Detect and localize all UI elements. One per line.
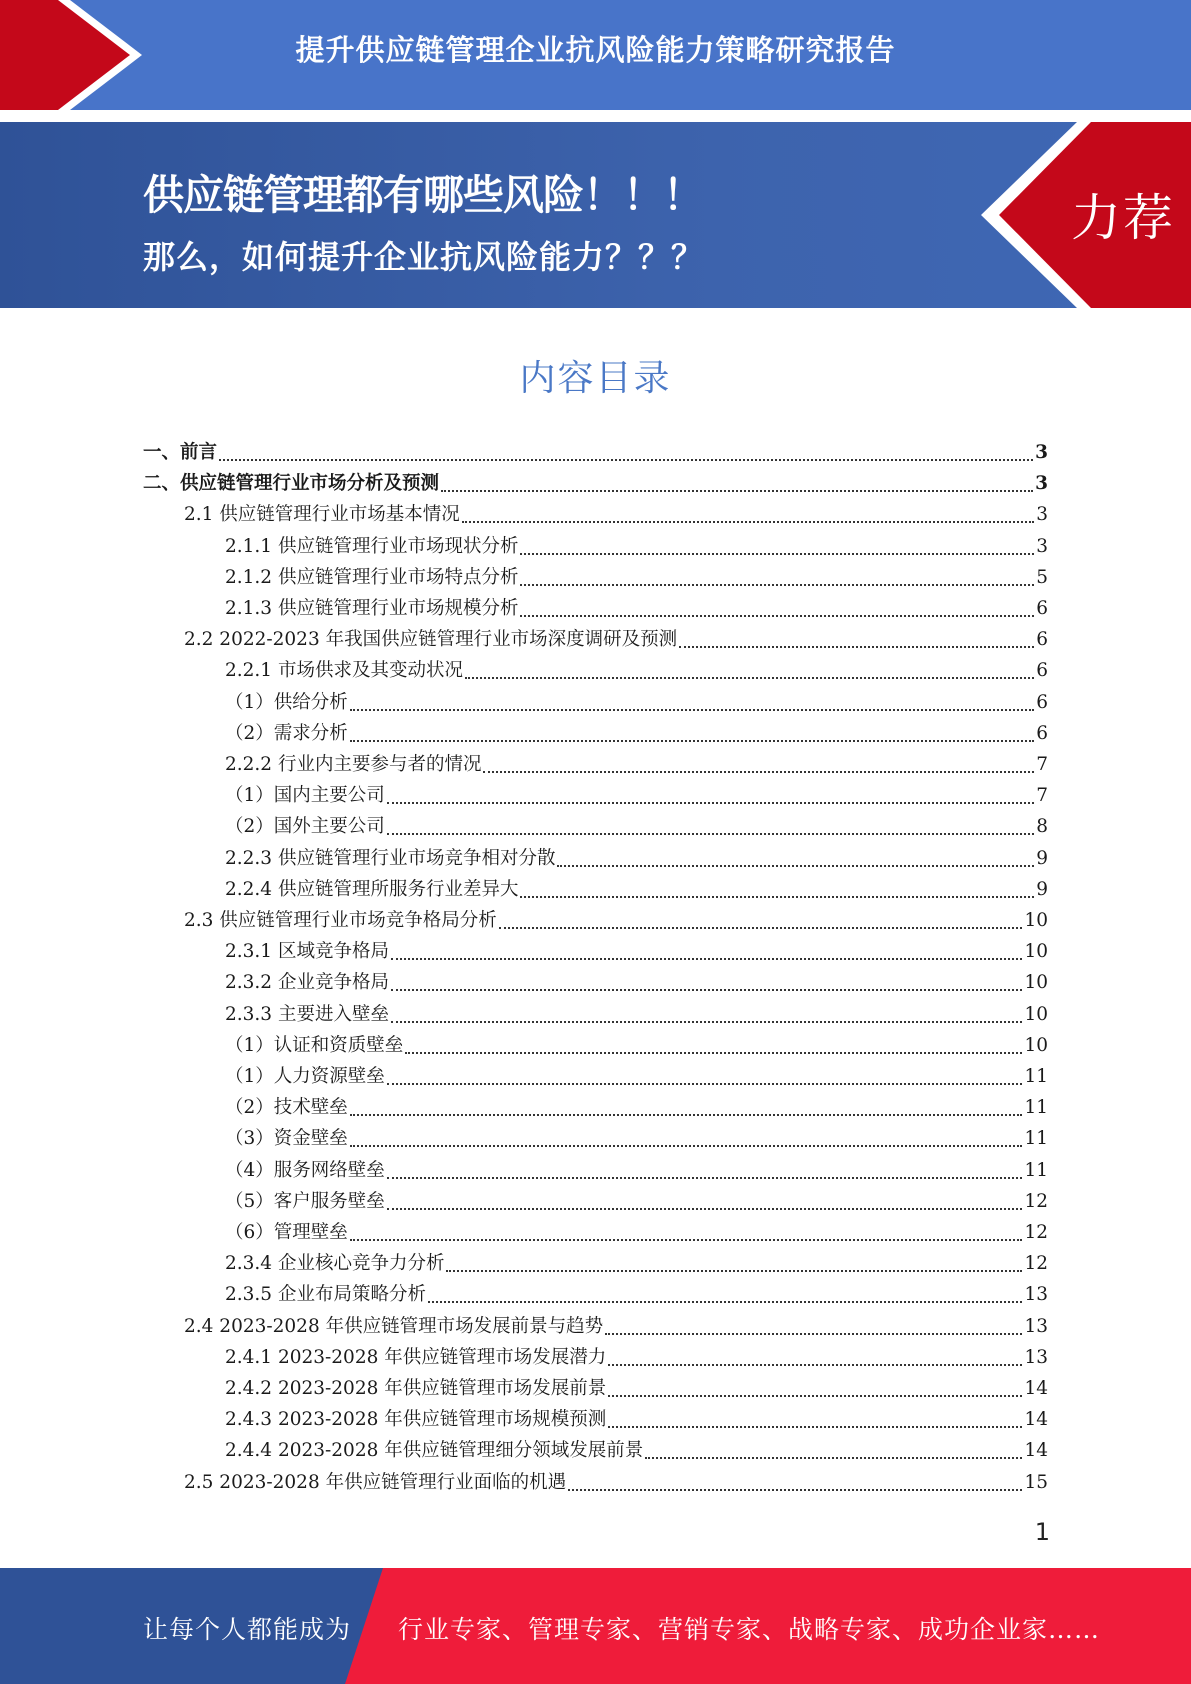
promo-banner	[0, 122, 1191, 308]
toc-entry-page: 13	[1024, 1315, 1048, 1337]
footer-slogan-right: 行业专家、管理专家、营销专家、战略专家、成功企业家……	[398, 1615, 1101, 1644]
toc-entry-page: 14	[1024, 1409, 1048, 1431]
toc-dot-leader	[387, 802, 1034, 804]
toc-dot-leader	[446, 1270, 1022, 1272]
toc-entry-label: （6）管理壁垒	[225, 1222, 348, 1243]
toc-entry[interactable]	[184, 1468, 1048, 1498]
toc-entry-page: 10	[1024, 941, 1048, 963]
toc-entry-page: 11	[1024, 1066, 1048, 1087]
toc-title: 内容目录	[519, 358, 672, 399]
toc-entry-label: 2.2.2 行业内主要参与者的情况	[225, 754, 482, 775]
toc-dot-leader	[608, 1364, 1022, 1366]
recommend-badge-text: 力荐	[1071, 189, 1175, 247]
toc-dot-leader	[387, 1177, 1023, 1179]
footer-slogan-left: 让每个人都能成为	[143, 1615, 352, 1644]
toc-entry-page: 6	[1036, 660, 1048, 682]
toc-entry-page: 6	[1036, 722, 1048, 744]
toc-entry[interactable]	[225, 656, 1048, 686]
toc-entry-label: 二、供应链管理行业市场分析及预测	[143, 473, 440, 495]
toc-entry-label: 2.1 供应链管理行业市场基本情况	[184, 504, 460, 526]
toc-entry-label: 2.2.3 供应链管理行业市场竞争相对分散	[225, 847, 556, 869]
toc-entry[interactable]	[143, 438, 1048, 468]
toc-dot-leader	[679, 646, 1034, 648]
page-number: 1	[1034, 1518, 1050, 1546]
toc-entry-page: 5	[1036, 566, 1048, 588]
toc-dot-leader	[405, 1052, 1022, 1054]
toc-entry-page: 6	[1036, 691, 1048, 713]
toc-dot-leader	[499, 927, 1023, 929]
toc-entry-page: 13	[1024, 1346, 1048, 1368]
toc-entry[interactable]	[225, 968, 1048, 998]
toc-entry-page: 9	[1036, 847, 1048, 869]
toc-entry-page: 3	[1035, 473, 1048, 495]
toc-entry-label: 2.1.1 供应链管理行业市场现状分析	[225, 535, 519, 557]
toc-entry-page: 10	[1024, 1034, 1048, 1056]
toc-dot-leader	[483, 771, 1034, 773]
toc-entry-page: 14	[1024, 1378, 1048, 1399]
toc-dot-leader	[428, 1301, 1022, 1303]
toc-entry-page: 10	[1024, 972, 1048, 994]
toc-entry[interactable]	[225, 1093, 1048, 1123]
toc-entry-label: 2.5 2023-2028 年供应链管理行业面临的机遇	[184, 1471, 567, 1493]
toc-entry-page: 3	[1036, 504, 1048, 526]
toc-entry[interactable]	[225, 937, 1048, 967]
toc-entry-page: 9	[1036, 878, 1048, 900]
toc-entry-page: 13	[1024, 1284, 1048, 1306]
banner-subheadline: 那么，如何提升企业抗风险能力？？？	[143, 238, 705, 276]
toc-entry[interactable]	[225, 719, 1048, 749]
toc-entry-label: 2.1.2 供应链管理行业市场特点分析	[225, 566, 519, 588]
toc-entry-label: （2）国外主要公司	[225, 816, 385, 838]
toc-entry-label: （3）资金壁垒	[225, 1128, 348, 1150]
report-title: 提升供应链管理企业抗风险能力策略研究报告	[295, 33, 896, 67]
toc-entry-label: （1）供给分析	[225, 691, 348, 713]
toc-dot-leader	[520, 896, 1034, 898]
toc-entry[interactable]	[225, 688, 1048, 718]
toc-dot-leader	[568, 1489, 1022, 1491]
toc-dot-leader	[391, 1021, 1022, 1023]
toc-entry[interactable]	[184, 625, 1048, 655]
toc-entry-label: 2.3.2 企业竞争格局	[225, 972, 389, 994]
toc-entry[interactable]	[225, 1187, 1048, 1217]
toc-entry[interactable]	[225, 1031, 1048, 1061]
toc-entry-page: 12	[1024, 1222, 1048, 1243]
toc-entry[interactable]	[184, 906, 1048, 936]
toc-dot-leader	[350, 709, 1034, 711]
toc-entry[interactable]	[225, 532, 1048, 562]
toc-entry-page: 3	[1036, 535, 1048, 557]
toc-entry-page: 12	[1024, 1190, 1048, 1212]
toc-entry-page: 14	[1024, 1440, 1048, 1462]
toc-entry-page: 10	[1024, 910, 1048, 931]
toc-dot-leader	[605, 1333, 1022, 1335]
toc-entry-page: 15	[1024, 1471, 1048, 1493]
toc-entry-label: 2.2.1 市场供求及其变动状况	[225, 660, 463, 682]
toc-entry[interactable]	[184, 500, 1048, 530]
toc-dot-leader	[465, 677, 1034, 679]
toc-entry-page: 7	[1036, 754, 1048, 775]
header-divider	[0, 110, 1191, 122]
toc-dot-leader	[387, 1083, 1023, 1085]
toc-entry[interactable]	[225, 1343, 1048, 1373]
toc-entry[interactable]	[225, 1436, 1048, 1466]
toc-entry-label: （1）国内主要公司	[225, 785, 385, 807]
toc-entry-label: （2）需求分析	[225, 722, 348, 744]
toc-dot-leader	[391, 958, 1022, 960]
toc-entry-label: （4）服务网络壁垒	[225, 1159, 385, 1181]
toc-entry-label: 2.4.2 2023-2028 年供应链管理市场发展前景	[225, 1378, 607, 1399]
toc-dot-leader	[608, 1395, 1022, 1397]
toc-entry-label: 2.4.3 2023-2028 年供应链管理市场规模预测	[225, 1409, 607, 1431]
toc-dot-leader	[350, 1145, 1023, 1147]
toc-dot-leader	[391, 989, 1022, 991]
toc-entry[interactable]	[225, 594, 1048, 624]
toc-entry-page: 12	[1024, 1253, 1048, 1275]
toc-entry-label: （5）客户服务壁垒	[225, 1190, 385, 1212]
toc-entry[interactable]	[225, 563, 1048, 593]
toc-dot-leader	[520, 584, 1034, 586]
toc-entry-page: 6	[1036, 598, 1048, 619]
toc-entry-page: 7	[1036, 785, 1048, 807]
toc-entry[interactable]	[225, 812, 1048, 842]
toc-dot-leader	[441, 490, 1033, 492]
toc-entry-label: 2.3.3 主要进入壁垒	[225, 1003, 389, 1025]
toc-entry-page: 10	[1024, 1003, 1048, 1025]
toc-entry-label: 2.3 供应链管理行业市场竞争格局分析	[184, 910, 497, 931]
toc-entry[interactable]	[225, 875, 1048, 905]
toc-entry[interactable]	[225, 750, 1048, 780]
toc-entry[interactable]	[225, 1280, 1048, 1310]
toc-dot-leader	[608, 1426, 1022, 1428]
toc-dot-leader	[520, 553, 1034, 555]
toc-entry[interactable]	[225, 1156, 1048, 1186]
toc-dot-leader	[387, 833, 1034, 835]
toc-dot-leader	[350, 1239, 1023, 1241]
toc-entry-label: 2.3.4 企业核心竞争力分析	[225, 1253, 445, 1275]
toc-entry[interactable]	[225, 844, 1048, 874]
toc-entry[interactable]	[225, 781, 1048, 811]
toc-entry-page: 11	[1024, 1159, 1048, 1181]
toc-entry-label: 2.2 2022-2023 年我国供应链管理行业市场深度调研及预测	[184, 629, 678, 651]
toc-entry-label: （1）认证和资质壁垒	[225, 1034, 404, 1056]
toc-entry-page: 11	[1024, 1128, 1048, 1150]
toc-entry-page: 8	[1036, 816, 1048, 838]
toc-entry-label: （2）技术壁垒	[225, 1097, 348, 1119]
toc-dot-leader	[350, 740, 1034, 742]
toc-entry-page: 6	[1036, 629, 1048, 651]
toc-dot-leader	[557, 865, 1034, 867]
toc-dot-leader	[219, 459, 1033, 461]
toc-entry[interactable]	[184, 1312, 1048, 1342]
toc-entry-label: 2.1.3 供应链管理行业市场规模分析	[225, 598, 519, 619]
toc-entry-label: （1）人力资源壁垒	[225, 1066, 385, 1087]
toc-entry-label: 2.2.4 供应链管理所服务行业差异大	[225, 878, 519, 900]
toc-dot-leader	[350, 1114, 1023, 1116]
toc-entry-page: 11	[1024, 1097, 1048, 1119]
toc-dot-leader	[645, 1457, 1022, 1459]
toc-entry[interactable]	[225, 1249, 1048, 1279]
banner-headline: 供应链管理都有哪些风险！！！	[143, 171, 703, 219]
toc-entry-label: 2.3.1 区域竞争格局	[225, 941, 389, 963]
toc-entry[interactable]	[225, 1000, 1048, 1030]
toc-entry-label: 2.4 2023-2028 年供应链管理市场发展前景与趋势	[184, 1315, 604, 1337]
toc-entry[interactable]	[143, 469, 1048, 499]
toc-entry[interactable]	[225, 1124, 1048, 1154]
toc-entry[interactable]	[225, 1374, 1048, 1404]
toc-entry[interactable]	[225, 1062, 1048, 1092]
toc-dot-leader	[387, 1208, 1023, 1210]
toc-dot-leader	[462, 521, 1034, 523]
toc-entry-label: 2.4.4 2023-2028 年供应链管理细分领域发展前景	[225, 1440, 644, 1462]
toc-entry-page: 3	[1035, 442, 1048, 463]
toc-entry[interactable]	[225, 1218, 1048, 1248]
toc-entry-label: 一、前言	[143, 442, 218, 463]
toc-entry[interactable]	[225, 1405, 1048, 1435]
toc-dot-leader	[520, 615, 1034, 617]
toc-entry-label: 2.3.5 企业布局策略分析	[225, 1284, 426, 1306]
toc-entry-label: 2.4.1 2023-2028 年供应链管理市场发展潜力	[225, 1346, 607, 1368]
